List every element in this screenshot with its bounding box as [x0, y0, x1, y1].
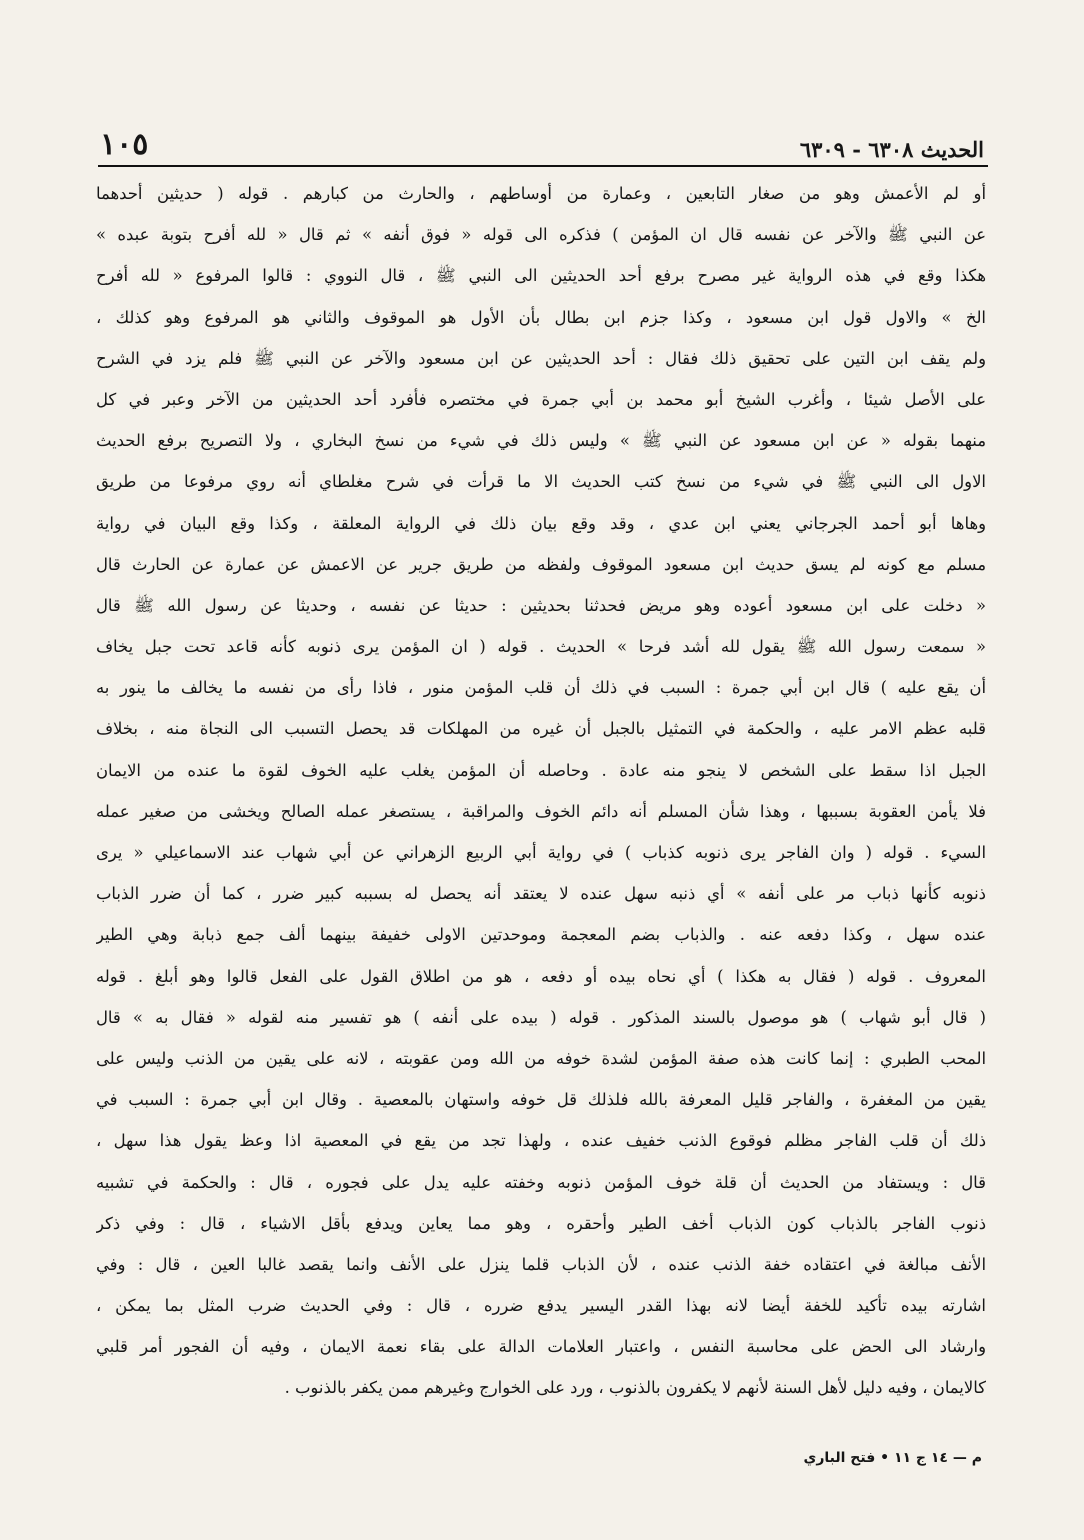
- text-line: ذنوب الفاجر بالذباب كون الذباب أخف الطير وأحقره ، وهو مما يعاين ويدفع بأقل الاشياء ، قال : وفي ذكر: [96, 1213, 986, 1233]
- text-line: قلبه عظم الامر عليه ، والحكمة في التمثيل بالجبل أن غيره من المهلكات قد يحصل التسبب الى النجاة منه ، بخلاف: [96, 719, 986, 739]
- text-line: قال : ويستفاد من الحديث أن قلة خوف المؤمن ذنوبه وخفته عليه يدل على فجوره ، قال : والحكمة في تشبيه: [96, 1172, 986, 1192]
- text-line: عنده سهل ، وكذا دفعه عنه . والذباب بضم المعجمة وموحدتين الاولى خفيفة بينهما ألف جمع ذبابة وهي الطير: [96, 925, 986, 945]
- text-line: الاول الى النبي ﷺ في شيء من نسخ كتب الحديث الا ما قرأت في شرح مغلطاي أنه روي مرفوعا من طريق: [96, 472, 986, 492]
- text-line: فلا يأمن العقوبة بسببها ، وهذا شأن المسلم أنه دائم الخوف والمراقبة ، يستصغر عمله الصالح ويخشى من صغير عمله: [96, 801, 986, 821]
- text-line: يقين من المغفرة ، والفاجر قليل المعرفة بالله فلذلك قل خوفه واستهان بالمعصية . وقال ابن أبي جمرة : السبب في: [96, 1090, 986, 1110]
- text-line: « دخلت على ابن مسعود أعوده وهو مريض فحدثنا بحديثين : حديثا عن نفسه ، وحديثا عن رسول الله ﷺ قال: [96, 595, 986, 615]
- text-line: كالايمان ، وفيه دليل لأهل السنة لأنهم لا يكفرون بالذنوب ، ورد على الخوارج وغيرهم ممن يكفر بالذنوب .: [284, 1378, 986, 1398]
- text-line: وارشاد الى الحض على محاسبة النفس ، واعتبار العلامات الدالة على بقاء نعمة الايمان ، وفيه أن الفجور أمر قلبي: [96, 1337, 986, 1357]
- text-line: على الأصل شيئا ، وأغرب الشيخ أبو محمد بن أبي جمرة في مختصره فأفرد أحد الحديثين من الآخر وعبر في كل: [96, 389, 986, 409]
- page-footer-signature: م — ١٤ ج ١١ • فتح الباري: [803, 1450, 982, 1466]
- commentary-text: [96, 173, 986, 1409]
- page-header: [100, 118, 984, 162]
- text-line: ذنوبه كأنها ذباب مر على أنفه » أي ذنبه سهل عنده لا يعتقد أنه يحصل له بسببه كبير ضرر ، كما أن ضرر الذباب: [96, 884, 986, 904]
- text-line: هكذا وقع في هذه الرواية غير مصرح برفع أحد الحديثين الى النبي ﷺ ، قال النووي : قالوا المرفوع « لله أفرح: [96, 266, 986, 286]
- text-line: الجبل اذا سقط على الشخص لا ينجو منه عادة . وحاصله أن المؤمن يغلب عليه الخوف لقوة ما عنده من الايمان: [96, 760, 986, 780]
- text-line: ذلك أن قلب الفاجر مظلم فوقوع الذنب خفيف عنده ، ولهذا تجد من يقع في المعصية اذا وعظ يقول هذا سهل ،: [96, 1131, 986, 1151]
- text-line: ( قال أبو شهاب ) هو موصول بالسند المذكور . قوله ( بيده على أنفه ) هو تفسير منه لقوله « فقال به » قال: [96, 1007, 986, 1027]
- text-line: أن يقع عليه ) قال ابن أبي جمرة : السبب في ذلك أن قلب المؤمن منور ، فاذا رأى من نفسه ما يخالف ما ينور به: [96, 678, 986, 698]
- text-line: مسلم مع كونه لم يسق حديث ابن مسعود الموقوف ولفظه من طريق جرير عن الاعمش عن عمارة عن الحارث قال: [96, 554, 986, 574]
- text-line: السيء . قوله ( وان الفاجر يرى ذنوبه كذباب ) في رواية أبي الربيع الزهراني عن أبي شهاب عند الاسماعيلي « يرى: [96, 843, 986, 862]
- text-line: اشارته بيده تأكيد للخفة أيضا لانه بهذا القدر اليسير يدفع ضرره ، قال : وفي الحديث ضرب المثل بما يمكن ،: [96, 1296, 986, 1316]
- text-line: الأنف مبالغة في اعتقاده خفة الذنب عنده ، لأن الذباب قلما ينزل على الأنف وانما يقصد غالبا العين ، قال : وفي: [96, 1254, 986, 1274]
- text-line: ولم يقف ابن التين على تحقيق ذلك فقال : أحد الحديثين عن ابن مسعود والآخر عن النبي ﷺ فلم يزد في الشرح: [96, 348, 986, 368]
- text-line: وهاها أبو أحمد الجرجاني يعني ابن عدي ، وقد وقع بيان ذلك في الرواية المعلقة ، وكذا وقع البيان في رواية: [96, 513, 986, 533]
- text-line: الخ » والاول قول ابن مسعود ، وكذا جزم ابن بطال بأن الأول هو الموقوف والثاني هو المرفوع وهو كذلك ،: [96, 307, 986, 327]
- text-line: منهما بقوله « عن ابن مسعود عن النبي ﷺ » وليس ذلك في شيء من نسخ البخاري ، ولا التصريح برفع الحديث: [96, 431, 986, 451]
- header-rule: [98, 165, 988, 167]
- text-line: « سمعت رسول الله ﷺ يقول لله أشد فرحا » الحديث . قوله ( ان المؤمن يرى ذنوبه كأنه قاعد تحت جبل يخاف: [96, 637, 986, 657]
- text-line: المعروف . قوله ( فقال به هكذا ) أي نحاه بيده أو دفعه ، هو من اطلاق القول على الفعل قالوا وهو أبلغ . قوله: [96, 966, 986, 986]
- text-line: أو لم الأعمش وهو من صغار التابعين ، وعمارة من أوساطهم ، والحارث من كبارهم . قوله ( حديثين أحدهما: [96, 184, 986, 203]
- running-head: الحديث ٦٣٠٨ - ٦٣٠٩: [799, 137, 984, 162]
- page-number: ١٠٥: [100, 127, 149, 162]
- text-line: عن النبي ﷺ والآخر عن نفسه قال ان المؤمن ) فذكره الى قوله « فوق أنفه » ثم قال « لله أفرح بتوبة عبده »: [96, 225, 986, 245]
- text-line: المحب الطبري : إنما كانت هذه صفة المؤمن لشدة خوفه من الله ومن عقوبته ، لانه على يقين من الذنب وليس على: [96, 1048, 986, 1068]
